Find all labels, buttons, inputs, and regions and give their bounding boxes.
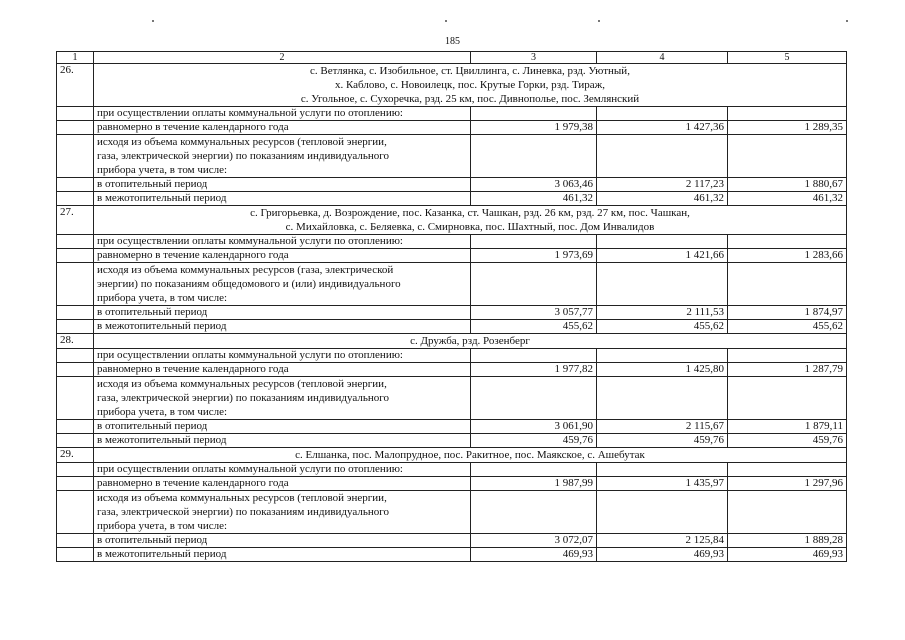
lead-text: при осуществлении оплаты коммунальной услуги по отоплению:	[94, 463, 471, 477]
empty-cell	[57, 178, 94, 192]
empty-cell	[57, 249, 94, 263]
uniform-payment-row	[57, 477, 847, 491]
empty-cell	[57, 477, 94, 491]
tariff-value: 3 061,90	[471, 420, 597, 434]
empty-cell	[471, 463, 597, 477]
empty-cell	[728, 263, 847, 306]
basis-text	[94, 491, 471, 534]
tariff-value: 1 874,97	[728, 306, 847, 320]
empty-cell	[728, 135, 847, 178]
empty-cell	[728, 463, 847, 477]
basis-line: газа, электрической энергии) по показаниям индивидуального	[97, 506, 389, 518]
locality-line: с. Григорьевка, д. Возрождение, пос. Казанка, ст. Чашкан, рзд. 26 км, рзд. 27 км, пос. Чашкан,	[250, 207, 690, 219]
empty-cell	[597, 107, 728, 121]
basis-row	[57, 491, 847, 534]
basis-row	[57, 377, 847, 420]
basis-line: прибора учета, в том числе:	[97, 164, 228, 176]
tariff-value: 459,76	[728, 434, 847, 448]
column-number: 3	[471, 52, 597, 64]
empty-cell	[471, 377, 597, 420]
tariff-value: 1 289,35	[728, 121, 847, 135]
tariff-value: 461,32	[728, 192, 847, 206]
tariff-value: 459,76	[471, 434, 597, 448]
empty-cell	[471, 235, 597, 249]
empty-cell	[728, 491, 847, 534]
tariff-value: 1 435,97	[597, 477, 728, 491]
section-localities	[94, 334, 847, 349]
basis-text	[94, 377, 471, 420]
uniform-label: равномерно в течение календарного года	[94, 477, 471, 491]
empty-cell	[57, 192, 94, 206]
scan-speck	[846, 20, 848, 22]
empty-cell	[57, 548, 94, 562]
empty-cell	[57, 491, 94, 534]
empty-cell	[57, 107, 94, 121]
empty-cell	[57, 534, 94, 548]
tariff-value: 1 880,67	[728, 178, 847, 192]
empty-cell	[597, 491, 728, 534]
empty-cell	[728, 349, 847, 363]
empty-cell	[57, 434, 94, 448]
lead-text: при осуществлении оплаты коммунальной услуги по отоплению:	[94, 235, 471, 249]
heating-period-row	[57, 306, 847, 320]
tariff-value: 469,93	[728, 548, 847, 562]
tariff-value: 2 125,84	[597, 534, 728, 548]
tariff-value: 461,32	[597, 192, 728, 206]
empty-cell	[57, 306, 94, 320]
section-header-row	[57, 448, 847, 463]
empty-cell	[57, 363, 94, 377]
offseason-period-row	[57, 320, 847, 334]
section-localities	[94, 448, 847, 463]
offseason-period-row	[57, 434, 847, 448]
tariff-value: 1 421,66	[597, 249, 728, 263]
tariff-table-body	[57, 52, 847, 562]
column-number-row	[57, 52, 847, 64]
heating-label: в отопительный период	[94, 178, 471, 192]
basis-line: прибора учета, в том числе:	[97, 520, 228, 532]
basis-row	[57, 135, 847, 178]
heating-period-row	[57, 534, 847, 548]
column-number: 4	[597, 52, 728, 64]
uniform-payment-row	[57, 249, 847, 263]
heating-label: в отопительный период	[94, 420, 471, 434]
offseason-label: в межотопительный период	[94, 320, 471, 334]
offseason-label: в межотопительный период	[94, 192, 471, 206]
empty-cell	[57, 263, 94, 306]
scan-speck	[598, 20, 600, 22]
uniform-label: равномерно в течение календарного года	[94, 249, 471, 263]
empty-cell	[597, 377, 728, 420]
empty-cell	[597, 349, 728, 363]
tariff-value: 459,76	[597, 434, 728, 448]
empty-cell	[597, 235, 728, 249]
section-header-row	[57, 64, 847, 107]
tariff-value: 1 979,38	[471, 121, 597, 135]
basis-line: исходя из объема коммунальных ресурсов (тепловой энергии,	[97, 378, 387, 390]
basis-line: прибора учета, в том числе:	[97, 406, 228, 418]
column-number: 1	[57, 52, 94, 64]
page-number: 185	[445, 36, 460, 47]
empty-cell	[728, 235, 847, 249]
lead-text: при осуществлении оплаты коммунальной услуги по отоплению:	[94, 349, 471, 363]
offseason-label: в межотопительный период	[94, 548, 471, 562]
section-localities	[94, 206, 847, 235]
lead-row	[57, 349, 847, 363]
column-number: 2	[94, 52, 471, 64]
tariff-value: 3 057,77	[471, 306, 597, 320]
section-number: 29.	[57, 448, 94, 463]
basis-line: энергии) по показаниям общедомового и (или) индивидуального	[97, 278, 401, 290]
tariff-value: 455,62	[597, 320, 728, 334]
section-number: 26.	[57, 64, 94, 107]
locality-line: с. Елшанка, пос. Малопрудное, пос. Ракитное, пос. Маякское, с. Ашебутак	[295, 449, 645, 461]
heating-period-row	[57, 420, 847, 434]
empty-cell	[57, 349, 94, 363]
empty-cell	[57, 135, 94, 178]
basis-line: газа, электрической энергии) по показаниям индивидуального	[97, 150, 389, 162]
locality-line: с. Ветлянка, с. Изобильное, ст. Цвиллинга, с. Линевка, рзд. Уютный,	[310, 65, 630, 77]
tariff-value: 1 287,79	[728, 363, 847, 377]
lead-row	[57, 463, 847, 477]
tariff-value: 1 297,96	[728, 477, 847, 491]
section-header-row	[57, 334, 847, 349]
tariff-value: 1 879,11	[728, 420, 847, 434]
locality-line: х. Каблово, с. Новоилецк, пос. Крутые Горки, рзд. Тираж,	[334, 79, 606, 91]
tariff-value: 1 977,82	[471, 363, 597, 377]
section-localities	[94, 64, 847, 107]
empty-cell	[597, 463, 728, 477]
tariff-value: 469,93	[471, 548, 597, 562]
offseason-period-row	[57, 548, 847, 562]
empty-cell	[597, 263, 728, 306]
tariff-value: 455,62	[728, 320, 847, 334]
basis-text	[94, 135, 471, 178]
tariff-value: 469,93	[597, 548, 728, 562]
basis-line: газа, электрической энергии) по показаниям индивидуального	[97, 392, 389, 404]
tariff-table	[56, 51, 847, 562]
basis-text	[94, 263, 471, 306]
heating-label: в отопительный период	[94, 534, 471, 548]
tariff-value: 1 425,80	[597, 363, 728, 377]
tariff-value: 1 889,28	[728, 534, 847, 548]
empty-cell	[597, 135, 728, 178]
uniform-label: равномерно в течение календарного года	[94, 363, 471, 377]
empty-cell	[471, 107, 597, 121]
basis-row	[57, 263, 847, 306]
empty-cell	[471, 135, 597, 178]
tariff-value: 2 115,67	[597, 420, 728, 434]
empty-cell	[57, 377, 94, 420]
tariff-value: 461,32	[471, 192, 597, 206]
tariff-value: 2 111,53	[597, 306, 728, 320]
tariff-value: 3 072,07	[471, 534, 597, 548]
basis-line: исходя из объема коммунальных ресурсов (тепловой энергии,	[97, 492, 387, 504]
lead-text: при осуществлении оплаты коммунальной услуги по отоплению:	[94, 107, 471, 121]
section-header-row	[57, 206, 847, 235]
tariff-value: 1 283,66	[728, 249, 847, 263]
section-number: 28.	[57, 334, 94, 349]
offseason-period-row	[57, 192, 847, 206]
empty-cell	[471, 491, 597, 534]
column-number: 5	[728, 52, 847, 64]
basis-line: прибора учета, в том числе:	[97, 292, 228, 304]
tariff-value: 1 973,69	[471, 249, 597, 263]
tariff-value: 3 063,46	[471, 178, 597, 192]
scan-speck	[445, 20, 447, 22]
basis-line: исходя из объема коммунальных ресурсов (тепловой энергии,	[97, 136, 387, 148]
empty-cell	[728, 377, 847, 420]
locality-line: с. Михайловка, с. Беляевка, с. Смирновка, пос. Шахтный, пос. Дом Инвалидов	[285, 221, 655, 233]
heating-period-row	[57, 178, 847, 192]
empty-cell	[57, 235, 94, 249]
lead-row	[57, 235, 847, 249]
scan-speck	[152, 20, 154, 22]
tariff-value: 2 117,23	[597, 178, 728, 192]
lead-row	[57, 107, 847, 121]
tariff-value: 455,62	[471, 320, 597, 334]
uniform-payment-row	[57, 363, 847, 377]
locality-line: с. Дружба, рзд. Розенберг	[410, 335, 530, 347]
uniform-payment-row	[57, 121, 847, 135]
tariff-value: 1 427,36	[597, 121, 728, 135]
tariff-value: 1 987,99	[471, 477, 597, 491]
empty-cell	[57, 463, 94, 477]
locality-line: с. Угольное, с. Сухоречка, рзд. 25 км, пос. Дивнополье, пос. Землянский	[300, 93, 640, 105]
empty-cell	[57, 420, 94, 434]
empty-cell	[728, 107, 847, 121]
empty-cell	[471, 263, 597, 306]
empty-cell	[57, 320, 94, 334]
empty-cell	[57, 121, 94, 135]
heating-label: в отопительный период	[94, 306, 471, 320]
offseason-label: в межотопительный период	[94, 434, 471, 448]
section-number: 27.	[57, 206, 94, 235]
basis-line: исходя из объема коммунальных ресурсов (газа, электрической	[97, 264, 394, 276]
uniform-label: равномерно в течение календарного года	[94, 121, 471, 135]
empty-cell	[471, 349, 597, 363]
